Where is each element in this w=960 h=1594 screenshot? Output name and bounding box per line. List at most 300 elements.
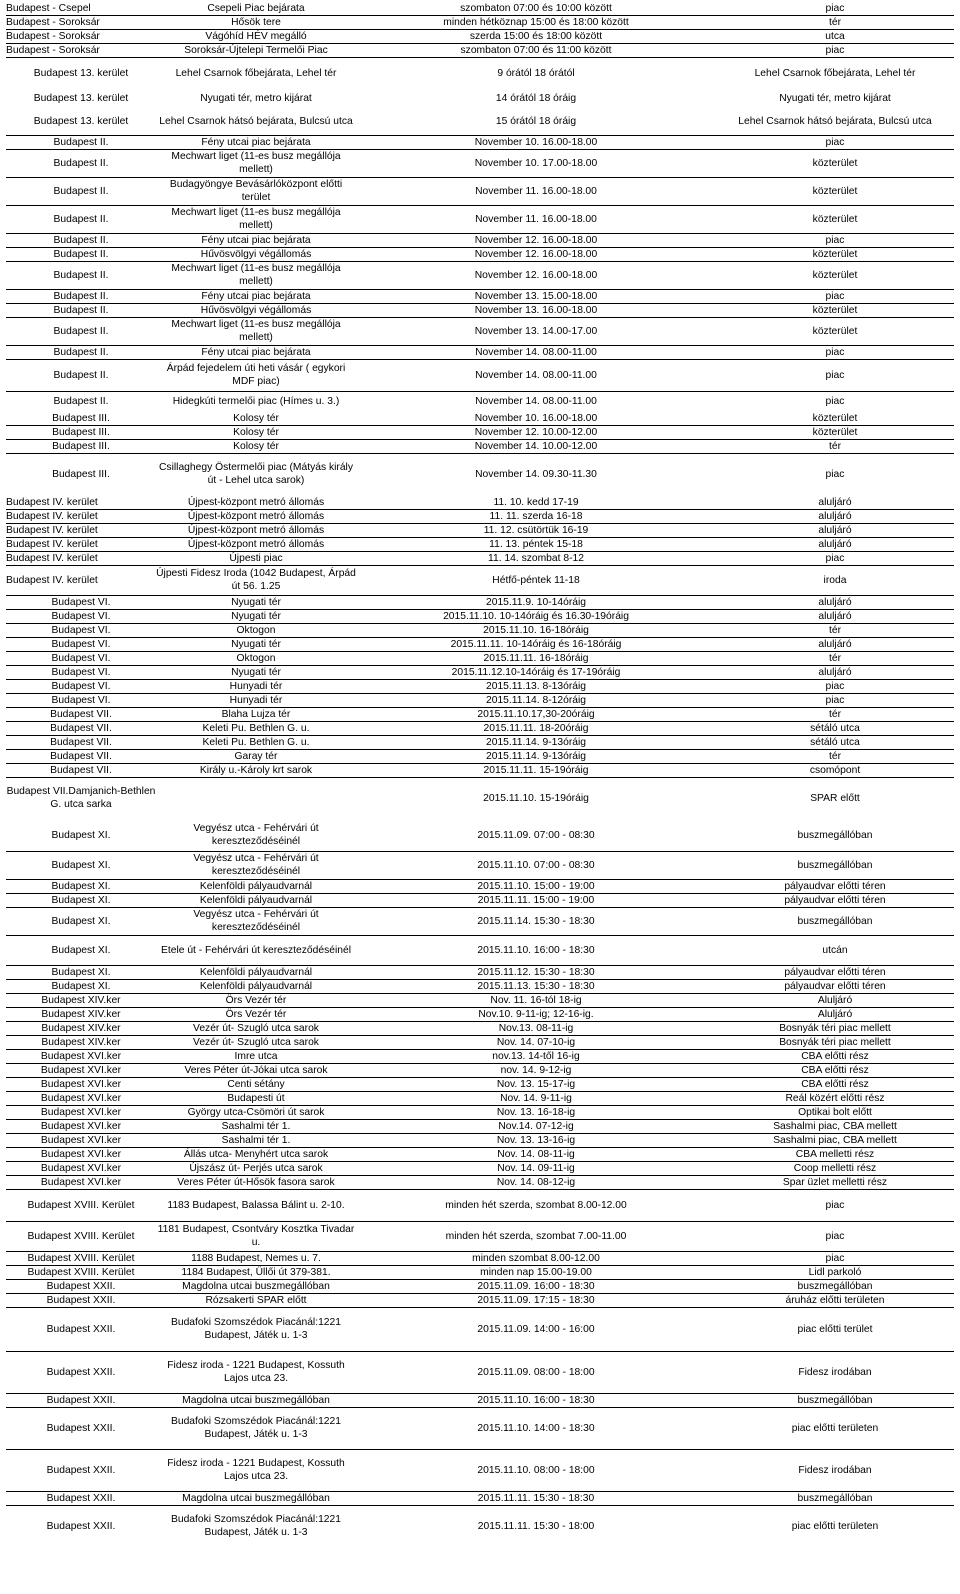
- time-cell: Nov. 14. 08-11-ig: [497, 1148, 575, 1160]
- district-cell: Budapest II.: [53, 325, 109, 337]
- place-type-cell: piac: [825, 395, 845, 407]
- location-cell: Etele út - Fehérvári út kereszteződéséinél: [160, 944, 351, 956]
- location-cell: Budagyöngye Bevásárlóközpont előtti terület: [169, 179, 343, 203]
- location-cell: Vágóhíd HÉV megálló: [205, 30, 307, 42]
- location-cell: Hidegkúti termelői piac (Hímes u. 3.): [172, 395, 340, 407]
- district-cell: Budapest XXII.: [46, 1520, 116, 1532]
- place-type-cell: Optikai bolt előtt: [798, 1106, 872, 1118]
- time-cell: 2015.11.10. 07:00 - 08:30: [477, 859, 595, 871]
- place-type-cell: Lehel Csarnok hátsó bejárata, Bulcsú utca: [738, 115, 932, 127]
- district-cell: Budapest III.: [52, 440, 110, 452]
- table-row: [6, 345, 954, 360]
- location-cell: Újpest-központ metró állomás: [187, 524, 325, 536]
- place-type-cell: közterület: [812, 185, 858, 197]
- time-cell: nov. 14. 9-12-ig: [500, 1064, 572, 1076]
- time-cell: 2015.11.10. 15:00 - 19:00: [477, 880, 595, 892]
- table-row: [6, 509, 954, 524]
- location-cell: Kolosy tér: [233, 440, 279, 452]
- table-row: [6, 1007, 954, 1022]
- district-cell: Budapest IV. kerület: [6, 496, 98, 508]
- place-type-cell: tér: [828, 624, 842, 636]
- time-cell: 2015.11.09. 14:00 - 16:00: [477, 1323, 595, 1335]
- location-cell: Fidesz iroda - 1221 Budapest, Kossuth Lajos utca 23.: [167, 1458, 345, 1482]
- table-row: [6, 907, 954, 936]
- location-cell: Sashalmi tér 1.: [221, 1120, 291, 1132]
- location-cell: Örs Vezér tér: [225, 994, 287, 1006]
- table-row: [6, 1393, 954, 1408]
- place-type-cell: piac: [825, 369, 845, 381]
- time-cell: nov.13. 14-től 16-ig: [492, 1050, 580, 1062]
- time-cell: November 14. 09.30-11.30: [475, 468, 597, 480]
- time-cell: 9 órától 18 órától: [497, 67, 575, 79]
- time-cell: minden hét szerda, szombat 7.00-11.00: [445, 1230, 627, 1242]
- time-cell: Nov. 11. 16-tól 18-ig: [490, 994, 582, 1006]
- place-type-cell: Fidesz irodában: [798, 1464, 872, 1476]
- district-cell: Budapest 13. kerület: [33, 67, 129, 79]
- location-cell: Csepeli Piac bejárata: [207, 2, 305, 14]
- table-row: [6, 1505, 954, 1547]
- time-cell: szerda 15:00 és 18:00 között: [469, 30, 603, 42]
- place-type-cell: Sashalmi piac, CBA mellett: [773, 1134, 897, 1146]
- place-type-cell: piac: [825, 694, 845, 706]
- location-cell: 1183 Budapest, Balassa Bálint u. 2-10.: [167, 1199, 345, 1211]
- location-cell: Kelenföldi pályaudvarnál: [199, 966, 313, 978]
- table-row: [6, 735, 954, 750]
- place-type-cell: sétáló utca: [810, 722, 860, 734]
- district-cell: Budapest 13. kerület: [33, 115, 129, 127]
- table-row: [6, 595, 954, 610]
- place-type-cell: közterület: [812, 213, 858, 225]
- place-type-cell: pályaudvar előtti téren: [784, 880, 886, 892]
- time-cell: minden hét szerda, szombat 8.00-12.00: [445, 1199, 627, 1211]
- location-cell: Garay tér: [234, 750, 278, 762]
- table-row: [6, 425, 954, 440]
- location-cell: Kelenföldi pályaudvarnál: [199, 894, 313, 906]
- place-type-cell: piac: [825, 44, 845, 56]
- time-cell: November 12. 16.00-18.00: [474, 269, 598, 281]
- location-cell: Fény utcai piac bejárata: [201, 290, 311, 302]
- time-cell: November 11. 16.00-18.00: [475, 213, 597, 225]
- place-type-cell: Reál közért előtti rész: [785, 1092, 885, 1104]
- time-cell: 2015.11.10. 15-19óráig: [483, 792, 589, 804]
- district-cell: Budapest VII.: [50, 736, 112, 748]
- place-type-cell: SPAR előtt: [810, 792, 860, 804]
- time-cell: 2015.11.09. 16:00 - 18:30: [477, 1280, 595, 1292]
- district-cell: Budapest II.: [53, 136, 109, 148]
- district-cell: Budapest II.: [53, 213, 109, 225]
- location-cell: Kolosy tér: [233, 426, 279, 438]
- district-cell: Budapest XXII.: [46, 1422, 116, 1434]
- district-cell: Budapest XI.: [51, 980, 111, 992]
- place-type-cell: CBA előtti rész: [801, 1050, 869, 1062]
- location-cell: 1181 Budapest, Csontváry Kosztka Tivadar u.: [157, 1224, 355, 1248]
- table-row: [6, 107, 954, 136]
- time-cell: minden hétköznap 15:00 és 18:00 között: [443, 16, 629, 28]
- place-type-cell: közterület: [812, 325, 858, 337]
- table-row: [6, 763, 954, 778]
- district-cell: Budapest XI.: [51, 829, 111, 841]
- table-row: [6, 1091, 954, 1106]
- table-row: [6, 537, 954, 552]
- table-row: [6, 777, 954, 819]
- district-cell: Budapest XI.: [51, 880, 111, 892]
- place-type-cell: piac előtti területen: [791, 1422, 879, 1434]
- district-cell: Budapest II.: [53, 157, 109, 169]
- time-cell: 2015.11.14. 8-12óráig: [486, 694, 586, 706]
- place-type-cell: piac: [825, 346, 845, 358]
- table-row: [6, 1221, 954, 1252]
- table-row: [6, 1077, 954, 1092]
- place-type-cell: buszmegállóban: [797, 829, 873, 841]
- location-cell: Vezér út- Szugló utca sarok: [193, 1022, 319, 1034]
- time-cell: 2015.11.11. 15:30 - 18:00: [477, 1520, 595, 1532]
- location-cell: Újpest-központ metró állomás: [187, 510, 325, 522]
- place-type-cell: piac: [825, 2, 845, 14]
- district-cell: Budapest - Soroksár: [6, 30, 100, 42]
- table-row: [6, 693, 954, 708]
- time-cell: 2015.11.10. 10-14óráig és 16.30-19óráig: [443, 610, 629, 622]
- place-type-cell: aluljáró: [818, 510, 852, 522]
- place-type-cell: aluljáró: [818, 638, 852, 650]
- district-cell: Budapest XIV.ker: [41, 1022, 121, 1034]
- location-cell: Mechwart liget (11-es busz megállója mellett): [171, 207, 341, 231]
- place-type-cell: piac: [825, 552, 845, 564]
- table-row: [6, 1265, 954, 1280]
- place-type-cell: aluljáró: [818, 596, 852, 608]
- district-cell: Budapest IV. kerület: [6, 524, 98, 536]
- time-cell: 11. 10. kedd 17-19: [493, 496, 579, 508]
- table-row: [6, 1189, 954, 1222]
- place-type-cell: buszmegállóban: [797, 859, 873, 871]
- place-type-cell: tér: [828, 750, 842, 762]
- location-cell: Budapesti út: [227, 1092, 285, 1104]
- table-row: [6, 1175, 954, 1190]
- time-cell: November 13. 15.00-18.00: [474, 290, 598, 302]
- time-cell: 2015.11.14. 15:30 - 18:30: [477, 915, 595, 927]
- district-cell: Budapest VII.: [50, 750, 112, 762]
- location-cell: Rózsakerti SPAR előtt: [205, 1294, 307, 1306]
- time-cell: November 14. 08.00-11.00: [475, 346, 597, 358]
- district-cell: Budapest XVI.ker: [40, 1078, 122, 1090]
- location-cell: Kelenföldi pályaudvarnál: [199, 980, 313, 992]
- location-cell: Nyugati tér: [231, 610, 281, 622]
- place-type-cell: pályaudvar előtti téren: [784, 894, 886, 906]
- time-cell: 2015.11.09. 17:15 - 18:30: [477, 1294, 595, 1306]
- table-row: [6, 1449, 954, 1492]
- district-cell: Budapest XXII.: [46, 1323, 116, 1335]
- place-type-cell: buszmegállóban: [797, 915, 873, 927]
- table-row: [6, 1147, 954, 1162]
- location-cell: 1188 Budapest, Nemes u. 7.: [191, 1252, 321, 1264]
- table-row: [6, 149, 954, 178]
- district-cell: Budapest 13. kerület: [33, 92, 129, 104]
- district-cell: Budapest III.: [52, 468, 110, 480]
- location-cell: Fény utcai piac bejárata: [201, 234, 311, 246]
- table-row: [6, 965, 954, 980]
- location-cell: Hűvösvölgyi végállomás: [200, 248, 312, 260]
- place-type-cell: közterület: [812, 157, 858, 169]
- location-cell: Sashalmi tér 1.: [221, 1134, 291, 1146]
- district-cell: Budapest VII.Damjanich-Bethlen G. utca sarka: [6, 786, 156, 810]
- table-row: [6, 439, 954, 454]
- place-type-cell: aluljáró: [818, 524, 852, 536]
- location-cell: Hősök tere: [231, 16, 281, 28]
- district-cell: Budapest II.: [53, 369, 109, 381]
- district-cell: Budapest II.: [53, 290, 109, 302]
- district-cell: Budapest VI.: [51, 680, 111, 692]
- district-cell: Budapest XVI.ker: [40, 1148, 122, 1160]
- district-cell: Budapest VI.: [51, 624, 111, 636]
- time-cell: 2015.11.11. 16-18óráig: [483, 652, 589, 664]
- time-cell: Nov. 14. 07-10-ig: [496, 1036, 576, 1048]
- location-cell: Keleti Pu. Bethlen G. u.: [202, 722, 310, 734]
- district-cell: Budapest XVI.ker: [40, 1176, 122, 1188]
- time-cell: minden nap 15.00-19.00: [480, 1266, 592, 1278]
- time-cell: 14 órától 18 óráig: [495, 92, 577, 104]
- table-row: [6, 1049, 954, 1064]
- district-cell: Budapest XXII.: [46, 1464, 116, 1476]
- time-cell: Nov. 14. 08-12-ig: [496, 1176, 576, 1188]
- place-type-cell: piac előtti területen: [791, 1520, 879, 1532]
- district-cell: Budapest VI.: [51, 596, 111, 608]
- district-cell: Budapest VII.: [50, 708, 112, 720]
- place-type-cell: Aluljáró: [817, 1008, 853, 1020]
- time-cell: 11. 12. csütörtük 16-19: [483, 524, 589, 536]
- district-cell: Budapest II.: [53, 248, 109, 260]
- place-type-cell: CBA melletti rész: [795, 1148, 875, 1160]
- location-cell: Nyugati tér: [231, 596, 281, 608]
- place-type-cell: tér: [828, 440, 842, 452]
- district-cell: Budapest XVI.ker: [40, 1050, 122, 1062]
- location-cell: Mechwart liget (11-es busz megállója mellett): [171, 151, 341, 175]
- location-cell: Mechwart liget (11-es busz megállója mellett): [171, 263, 341, 287]
- time-cell: 2015.11.13. 8-13óráig: [486, 680, 586, 692]
- district-cell: Budapest XXII.: [46, 1280, 116, 1292]
- place-type-cell: tér: [828, 16, 842, 28]
- district-cell: Budapest IV. kerület: [6, 510, 98, 522]
- place-type-cell: közterület: [812, 269, 858, 281]
- place-type-cell: Coop melletti rész: [793, 1162, 877, 1174]
- location-cell: Vegyész utca - Fehérvári út kereszteződéséinél: [193, 853, 319, 877]
- place-type-cell: Lidl parkoló: [808, 1266, 862, 1278]
- district-cell: Budapest VI.: [51, 610, 111, 622]
- location-cell: Blaha Lujza tér: [221, 708, 291, 720]
- place-type-cell: piac: [825, 1199, 845, 1211]
- district-cell: Budapest III.: [52, 426, 110, 438]
- time-cell: Nov. 13. 16-18-ig: [496, 1106, 576, 1118]
- place-type-cell: buszmegállóban: [797, 1492, 873, 1504]
- table-row: [6, 637, 954, 652]
- table-row: [6, 1063, 954, 1078]
- time-cell: November 14. 08.00-11.00: [475, 369, 597, 381]
- district-cell: Budapest VI.: [51, 638, 111, 650]
- time-cell: 2015.11.12.10-14óráig és 17-19óráig: [451, 666, 621, 678]
- place-type-cell: csomópont: [809, 764, 861, 776]
- place-type-cell: piac: [825, 468, 845, 480]
- district-cell: Budapest XXII.: [46, 1394, 116, 1406]
- time-cell: szombaton 07:00 és 10:00 között: [460, 2, 612, 14]
- district-cell: Budapest XVI.ker: [40, 1092, 122, 1104]
- district-cell: Budapest XIV.ker: [41, 994, 121, 1006]
- location-cell: Kolosy tér: [233, 412, 279, 424]
- time-cell: November 12. 10.00-12.00: [474, 426, 598, 438]
- district-cell: Budapest VI.: [51, 652, 111, 664]
- location-cell: Király u.-Károly krt sarok: [199, 764, 313, 776]
- time-cell: 2015.11.10. 16-18óráig: [483, 624, 589, 636]
- place-type-cell: Aluljáró: [817, 994, 853, 1006]
- time-cell: 11. 14. szombat 8-12: [488, 552, 584, 564]
- time-cell: 2015.11.11. 15:00 - 19:00: [477, 894, 595, 906]
- time-cell: November 10. 17.00-18.00: [474, 157, 598, 169]
- table-row: [6, 893, 954, 908]
- district-cell: Budapest XI.: [51, 859, 111, 871]
- location-cell: Hunyadi tér: [229, 694, 283, 706]
- table-row: [6, 609, 954, 624]
- time-cell: 2015.11.09. 07:00 - 08:30: [477, 829, 595, 841]
- location-cell: Fény utcai piac bejárata: [201, 346, 311, 358]
- place-type-cell: iroda: [823, 574, 847, 586]
- district-cell: Budapest XVI.ker: [40, 1106, 122, 1118]
- time-cell: 15 órától 18 óráig: [495, 115, 577, 127]
- time-cell: Nov. 14. 09-11-ig: [497, 1162, 575, 1174]
- table-row: [6, 1105, 954, 1120]
- district-cell: Budapest XI.: [51, 894, 111, 906]
- time-cell: Nov. 13. 15-17-ig: [496, 1078, 576, 1090]
- location-cell: Újpest-központ metró állomás: [187, 538, 325, 550]
- table-row: [6, 707, 954, 722]
- location-cell: Hűvösvölgyi végállomás: [200, 304, 312, 316]
- table-row: [6, 1021, 954, 1036]
- table-row: [6, 851, 954, 880]
- district-cell: Budapest VI.: [51, 666, 111, 678]
- location-cell: Magdolna utcai buszmegállóban: [182, 1492, 330, 1504]
- time-cell: 2015.11.10.17,30-20óráig: [477, 708, 595, 720]
- table-row: [6, 43, 954, 58]
- table-row: [6, 261, 954, 290]
- location-cell: Soroksár-Újtelepi Termelői Piac: [184, 44, 328, 56]
- table-row: [6, 15, 954, 30]
- district-cell: Budapest XVIII. Kerület: [27, 1230, 135, 1242]
- table-row: [6, 935, 954, 966]
- time-cell: 2015.11.10. 08:00 - 18:00: [477, 1464, 595, 1476]
- district-cell: Budapest IV. kerület: [6, 538, 98, 550]
- district-cell: Budapest XVIII. Kerület: [27, 1199, 135, 1211]
- time-cell: 2015.11.11. 10-14óráig és 16-18óráig: [450, 638, 622, 650]
- place-type-cell: aluljáró: [818, 610, 852, 622]
- place-type-cell: piac: [825, 1230, 845, 1242]
- table-row: [6, 289, 954, 304]
- district-cell: Budapest XXII.: [46, 1366, 116, 1378]
- table-row: [6, 135, 954, 150]
- table-row: [6, 303, 954, 318]
- time-cell: 2015.11.09. 08:00 - 18:00: [477, 1366, 595, 1378]
- place-type-cell: Spar üzlet melletti rész: [782, 1176, 888, 1188]
- district-cell: Budapest II.: [53, 304, 109, 316]
- time-cell: 2015.11.9. 10-14óráig: [486, 596, 586, 608]
- table-row: [6, 721, 954, 736]
- time-cell: Hétfő-péntek 11-18: [492, 574, 580, 586]
- table-row: [6, 665, 954, 680]
- place-type-cell: tér: [828, 708, 842, 720]
- location-cell: Nyugati tér: [231, 638, 281, 650]
- location-cell: Magdolna utcai buszmegállóban: [182, 1280, 330, 1292]
- district-cell: Budapest VII.: [50, 722, 112, 734]
- table-row: [6, 1133, 954, 1148]
- table-row: [6, 679, 954, 694]
- place-type-cell: sétáló utca: [810, 736, 860, 748]
- place-type-cell: buszmegállóban: [797, 1394, 873, 1406]
- place-type-cell: piac: [825, 136, 845, 148]
- table-row: [6, 819, 954, 852]
- table-row: [6, 453, 954, 495]
- district-cell: Budapest IV. kerület: [6, 552, 98, 564]
- time-cell: November 13. 14.00-17.00: [474, 325, 598, 337]
- place-type-cell: piac: [825, 1252, 845, 1264]
- place-type-cell: áruház előtti területen: [785, 1294, 885, 1306]
- district-cell: Budapest III.: [52, 412, 110, 424]
- time-cell: Nov.14. 07-12-ig: [498, 1120, 574, 1132]
- place-type-cell: Bosnyák téri piac mellett: [779, 1022, 891, 1034]
- district-cell: Budapest II.: [53, 185, 109, 197]
- district-cell: Budapest XXII.: [46, 1294, 116, 1306]
- location-cell: Csillaghegy Östermelői piac (Mátyás király út - Lehel utca sarok): [159, 462, 353, 486]
- place-type-cell: Lehel Csarnok főbejárata, Lehel tér: [754, 67, 916, 79]
- location-cell: Árpád fejedelem úti heti vásár ( egykori MDF piac): [166, 363, 346, 387]
- location-cell: Nyugati tér, metro kijárat: [200, 92, 312, 104]
- place-type-cell: CBA előtti rész: [801, 1078, 869, 1090]
- district-cell: Budapest XVI.ker: [40, 1162, 122, 1174]
- table-row: [6, 1293, 954, 1308]
- place-type-cell: CBA előtti rész: [801, 1064, 869, 1076]
- location-cell: Imre utca: [234, 1050, 278, 1062]
- table-row: [6, 205, 954, 234]
- place-type-cell: pályaudvar előtti téren: [784, 966, 886, 978]
- location-cell: Újpesti Fidesz Iroda (1042 Budapest, Árpád út 56. 1.25: [156, 568, 356, 592]
- place-type-cell: tér: [828, 652, 842, 664]
- place-type-cell: közterület: [812, 412, 858, 424]
- table-row: [6, 359, 954, 392]
- table-row: [6, 749, 954, 764]
- time-cell: 2015.11.11. 15:30 - 18:30: [477, 1492, 595, 1504]
- table-row: [6, 317, 954, 346]
- district-cell: Budapest XVI.ker: [40, 1134, 122, 1146]
- time-cell: 2015.11.12. 15:30 - 18:30: [477, 966, 595, 978]
- district-cell: Budapest XI.: [51, 944, 111, 956]
- time-cell: Nov. 14. 9-11-ig: [500, 1092, 572, 1104]
- time-cell: November 12. 16.00-18.00: [474, 234, 598, 246]
- place-type-cell: közterület: [812, 248, 858, 260]
- table-row: [6, 247, 954, 262]
- location-cell: 1184 Budapest, Üllői út 379-381.: [181, 1266, 331, 1278]
- location-cell: Újpest-központ metró állomás: [187, 496, 325, 508]
- location-cell: Örs Vezér tér: [225, 1008, 287, 1020]
- place-type-cell: közterület: [812, 304, 858, 316]
- time-cell: November 12. 16.00-18.00: [474, 248, 598, 260]
- time-cell: November 14. 08.00-11.00: [475, 395, 597, 407]
- place-type-cell: utca: [825, 30, 845, 42]
- table-row: [6, 993, 954, 1008]
- time-cell: November 10. 16.00-18.00: [474, 136, 598, 148]
- place-type-cell: piac: [825, 290, 845, 302]
- location-cell: Hunyadi tér: [229, 680, 283, 692]
- table-row: [6, 29, 954, 44]
- table-row: [6, 1035, 954, 1050]
- place-type-cell: pályaudvar előtti téren: [784, 980, 886, 992]
- district-cell: Budapest II.: [53, 346, 109, 358]
- place-type-cell: Sashalmi piac, CBA mellett: [773, 1120, 897, 1132]
- location-cell: Budafoki Szomszédok Piacánál:1221 Budapest, Játék u. 1-3: [170, 1317, 341, 1341]
- district-cell: Budapest XXII.: [46, 1492, 116, 1504]
